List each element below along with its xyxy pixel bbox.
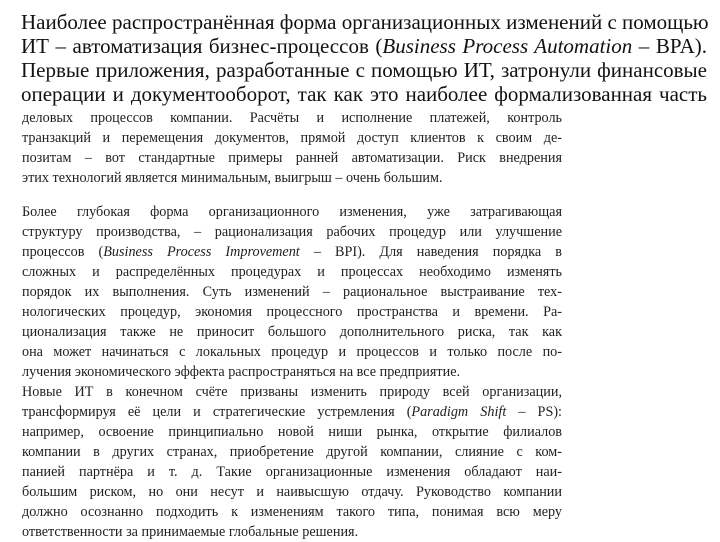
p2-line-9: лучения экономического эффекта распространяться на все предприятие. xyxy=(22,364,461,380)
heading-line-2-pre: ИТ – автоматизация бизнес-процессов ( xyxy=(21,34,383,58)
paragraph-automation xyxy=(22,108,562,188)
p2-line-1: Более глубокая форма организационного изменения, уже затрагивающая xyxy=(22,204,562,220)
p1-line-4: этих технологий является минимальным, выигрыш – очень большим. xyxy=(22,170,443,186)
p1-line-2: транзакций и перемещения документов, прямой доступ клиентов к своим де- xyxy=(22,130,562,146)
p3-line-1: Новые ИТ в конечном счёте призваны изменить природу всей организации, xyxy=(22,384,562,400)
p2-line-6: нологических процедур, экономия процессного пространства и времени. Ра- xyxy=(22,304,562,320)
paragraph-paradigm-shift xyxy=(22,382,562,542)
p2-line-3 xyxy=(22,242,562,262)
p2-term-bpi: Business Process Improvement xyxy=(103,244,300,260)
p3-line-2 xyxy=(22,402,562,422)
p1-line-3: позитам – вот стандартные примеры ранней автоматизации. Риск внедрения xyxy=(22,150,562,166)
heading-line-2 xyxy=(21,34,707,58)
p2-line-8: она может начинаться с локальных процедур и процессов и только после по- xyxy=(22,344,562,360)
p2-line-3-pre: процессов ( xyxy=(22,244,104,260)
p3-line-6: большим риском, но они несут и наивысшую отдачу. Руководство компании xyxy=(22,484,562,500)
p2-line-2: структуру производства, – рационализация рабочих процедур или улучшение xyxy=(22,224,562,240)
p3-term-ps: Paradigm Shift xyxy=(411,404,507,420)
p3-line-5: панией партнёра и т. д. Такие организационные изменения обладают наи- xyxy=(22,464,562,480)
intro-heading-text xyxy=(21,10,707,106)
p3-line-7: должно осознанно подходить к изменениям такого типа, понимая всю меру xyxy=(22,504,562,520)
p3-line-4: компании в других странах, приобретение другой компании, слияние с ком- xyxy=(22,444,562,460)
heading-line-3: Первые приложения, разработанные с помощью ИТ, затронули финансовые xyxy=(21,58,707,82)
heading-term-bpa: Business Process Automation xyxy=(382,34,633,58)
paragraph-rationalization xyxy=(22,202,562,382)
p2-line-5: порядок их выполнения. Суть изменений – рациональное выстраивание тех- xyxy=(22,284,562,300)
heading-line-4: операции и документооборот, так как это наиболее формализованная часть xyxy=(21,82,707,106)
p2-line-3-post: – BPI). Для наведения порядка в xyxy=(299,244,562,260)
p2-line-4: сложных и распределённых процедурах и процессах необходимо изменять xyxy=(22,264,562,280)
p3-line-2-pre: трансформируя её цели и стратегические устремления ( xyxy=(22,404,412,420)
p1-line-1: деловых процессов компании. Расчёты и исполнение платежей, контроль xyxy=(22,110,562,126)
p2-line-7: ционализация также не приносит большого дополнительного риска, так как xyxy=(22,324,562,340)
p3-line-8: ответственности за принимаемые глобальные решения. xyxy=(22,524,359,540)
heading-line-2-post: – BPA). xyxy=(632,34,707,58)
heading-line-1: Наиболее распространённая форма организационных изменений с помощью xyxy=(21,10,709,34)
p3-line-2-post: – PS): xyxy=(506,404,562,420)
p3-line-3: например, освоение принципиально новой ниши рынка, открытие филиалов xyxy=(22,424,562,440)
